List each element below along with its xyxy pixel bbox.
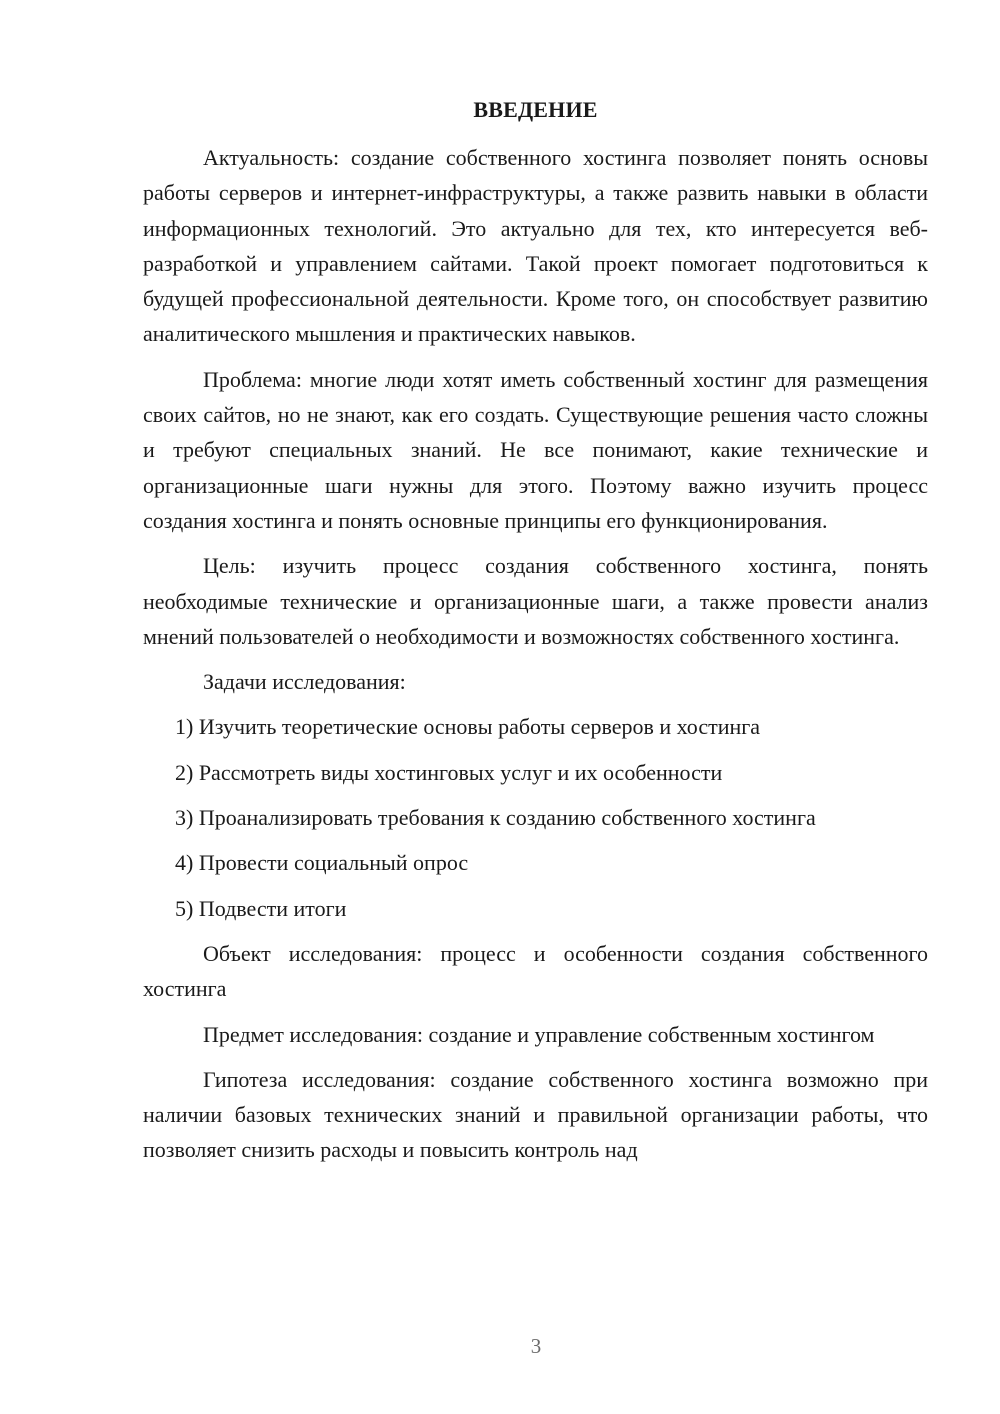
list-item-task-3: 3) Проанализировать требования к созданию собственного хостинга	[175, 805, 816, 831]
list-item-task-1: 1) Изучить теоретические основы работы серверов и хостинга	[175, 714, 761, 740]
list-item-task-4: 4) Провести социальный опрос	[175, 850, 469, 876]
paragraph-hypothesis: Гипотеза исследования: создание собственного хостинга возможно при наличии базовых технических знаний и правильной организации работы, что позволяет снизить расходы и повысить контроль над	[143, 1066, 928, 1163]
tasks-title: Задачи исследования:	[203, 669, 406, 695]
paragraph-relevance: Актуальность: создание собственного хостинга позволяет понять основы работы серверов и интернет-инфраструктуры, а также развить навыки в области информационных технологий. Это актуально для тех, кто интересуется веб-разработкой и управлением сайтами. Такой проект помогает подготовиться к будущей профессиональной деятельности. Кроме того, он способствует развитию аналитического мышления и практических навыков.	[143, 145, 928, 347]
paragraph-object: Объект исследования: процесс и особенности создания собственного хостинга	[143, 940, 928, 1002]
list-item-task-5: 5) Подвести итоги	[175, 895, 347, 921]
paragraph-problem: Проблема: многие люди хотят иметь собственный хостинг для размещения своих сайтов, но не знают, как его создать. Существующие решения часто сложны и требуют специальных знаний. Не все понимают, какие технические и организационные шаги нужны для этого. Поэтому важно изучить процесс создания хостинга и понять основные принципы его функционирования.	[143, 366, 928, 533]
list-item-task-2: 2) Рассмотреть виды хостинговых услуг и их особенности	[175, 759, 723, 785]
text-column	[143, 96, 928, 1178]
paragraph-subject: Предмет исследования: создание и управление собственным хостингом	[203, 1021, 875, 1047]
page-number: 3	[530, 1334, 542, 1358]
page-heading: ВВЕДЕНИЕ	[473, 97, 598, 122]
tasks-list	[143, 709, 928, 925]
paragraph-goal: Цель: изучить процесс создания собственного хостинга, понять необходимые технические и организационные шаги, а также провести анализ мнений пользователей о необходимости и возможностях собственного хостинга.	[143, 553, 928, 649]
